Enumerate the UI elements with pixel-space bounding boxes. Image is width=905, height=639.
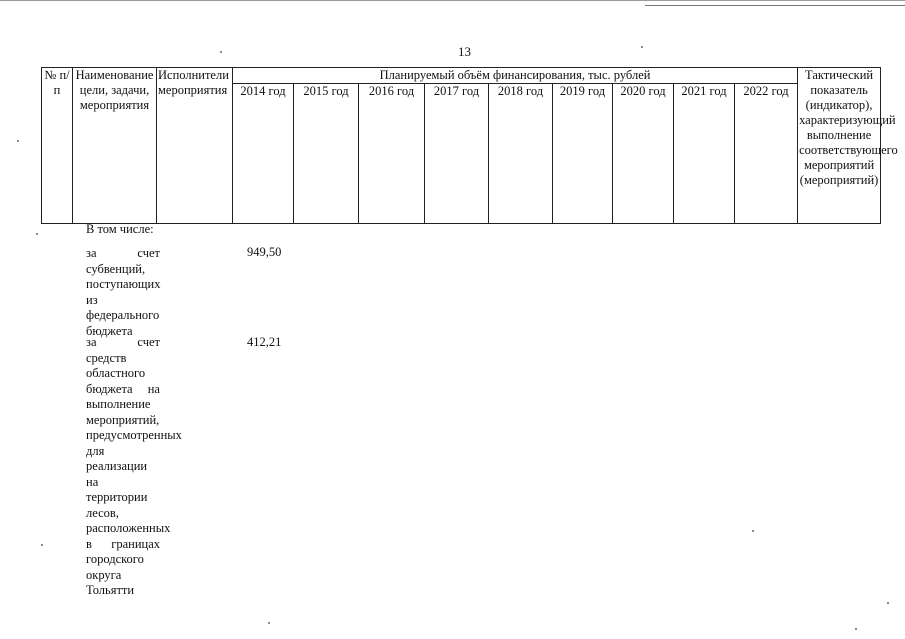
scan-speck bbox=[855, 628, 857, 630]
header-year: 2020 год bbox=[613, 84, 674, 224]
including-label: В том числе: bbox=[86, 222, 154, 236]
header-planned-financing: Планируемый объём финансирования, тыс. рублей bbox=[233, 68, 798, 84]
header-year: 2019 год bbox=[553, 84, 613, 224]
scan-speck bbox=[887, 602, 889, 604]
page-number: 13 bbox=[458, 44, 471, 59]
header-year: 2014 год bbox=[233, 84, 294, 224]
header-year: 2015 год bbox=[294, 84, 359, 224]
scan-speck bbox=[36, 233, 38, 235]
row-label-regional: за счет средств областного бюджета на выполнение мероприятий, предусмотренных для реализации на территории лесов, расположенных в границах городского округа Тольятти bbox=[86, 335, 182, 597]
scan-speck bbox=[752, 530, 754, 532]
scan-speck bbox=[268, 622, 270, 624]
header-year: 2017 год bbox=[425, 84, 489, 224]
scan-speck bbox=[220, 51, 222, 53]
row-label-federal: за счет субвенций, поступающих из федерального бюджета bbox=[86, 246, 161, 338]
scan-speck bbox=[41, 544, 43, 546]
scan-edge-line bbox=[645, 5, 905, 6]
financing-table bbox=[41, 67, 898, 224]
row-value-federal-2014: 949,50 bbox=[247, 245, 282, 259]
header-year: 2016 год bbox=[359, 84, 425, 224]
header-year: 2022 год bbox=[735, 84, 798, 224]
header-name: Наименование цели, задачи, мероприятия bbox=[73, 68, 157, 224]
scan-speck bbox=[641, 46, 643, 48]
scan-speck bbox=[17, 140, 19, 142]
header-year: 2018 год bbox=[489, 84, 553, 224]
row-value-regional-2014: 412,21 bbox=[247, 335, 282, 349]
header-executors: Исполнители мероприятия bbox=[157, 68, 233, 224]
header-indicator: Тактический показатель (индикатор), характеризующий выполнение соответствующего мероприятий (мероприятий) bbox=[798, 68, 881, 224]
scan-edge-line bbox=[0, 0, 905, 1]
header-year: 2021 год bbox=[674, 84, 735, 224]
header-number: № п/п bbox=[42, 68, 73, 224]
